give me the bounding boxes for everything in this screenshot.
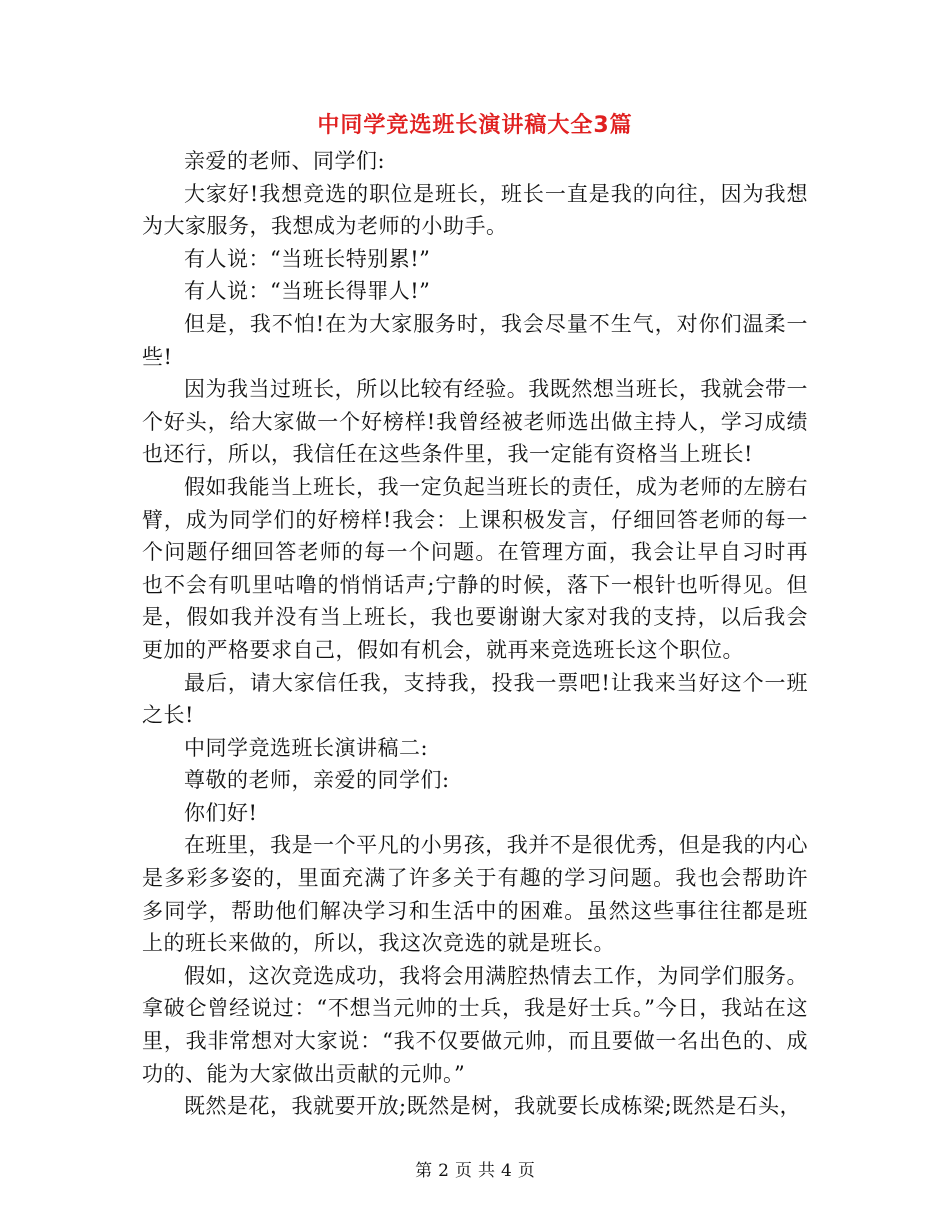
page-footer bbox=[0, 1156, 950, 1181]
paragraph: 在班里，我是一个平凡的小男孩，我并不是很优秀，但是我的内心是多彩多姿的，里面充满了许多关于有趣的学习问题。我也会帮助许多同学，帮助他们解决学习和生活中的困难。虽然这些事往往都是班上的班长来做的，所以，我这次竞选的就是班长。 bbox=[142, 833, 808, 956]
paragraph: 但是，我不怕!在为大家服务时，我会尽量不生气，对你们温柔一些! bbox=[142, 311, 808, 369]
paragraph: 因为我当过班长，所以比较有经验。我既然想当班长，我就会带一个好头，给大家做一个好榜样!我曾经被老师选出做主持人，学习成绩也还行，所以，我信任在这些条件里，我一定能有资格当上班长! bbox=[142, 377, 808, 467]
page-current: 2 bbox=[438, 1161, 449, 1181]
paragraph: 你们好! bbox=[184, 800, 258, 825]
paragraph: 既然是花，我就要开放;既然是树，我就要长成栋梁;既然是石头， bbox=[184, 1094, 802, 1119]
total-label: 共 bbox=[478, 1161, 495, 1181]
paragraph: 大家好!我想竞选的职位是班长，班长一直是我的向往，因为我想为大家服务，我想成为老师的小助手。 bbox=[142, 181, 808, 239]
document-body bbox=[142, 145, 808, 1123]
paragraph: 假如我能当上班长，我一定负起当班长的责任，成为老师的左膀右臂，成为同学们的好榜样!我会：上课积极发言，仔细回答老师的每一个问题仔细回答老师的每一个问题。在管理方面，我会让早自习时再也不会有叽里咕噜的悄悄话声;宁静的时候，落下一根针也听得见。但是，假如我并没有当上班长，我也要谢谢大家对我的支持，以后我会更加的严格要求自己，假如有机会，就再来竞选班长这个职位。 bbox=[142, 474, 808, 662]
paragraph: 最后，请大家信任我，支持我，投我一票吧!让我来当好这个一班之长! bbox=[142, 670, 808, 728]
section-heading: 中同学竞选班长演讲稿二: bbox=[184, 735, 429, 760]
paragraph: 有人说：“当班长得罪人!” bbox=[184, 279, 431, 304]
page-label: 第 bbox=[415, 1161, 433, 1181]
page-unit: 页 bbox=[455, 1161, 472, 1181]
paragraph: 假如，这次竞选成功，我将会用满腔热情去工作，为同学们服务。拿破仑曾经说过：“不想当元帅的士兵，我是好士兵。”今日，我站在这里，我非常想对大家说：“我不仅要做元帅，而且要做一名出色的、成功的、能为大家做出贡献的元帅。” bbox=[142, 963, 808, 1086]
paragraph: 有人说：“当班长特别累!” bbox=[184, 246, 431, 271]
page-total: 4 bbox=[501, 1161, 512, 1181]
paragraph: 尊敬的老师，亲爱的同学们: bbox=[184, 768, 450, 793]
paragraph: 亲爱的老师、同学们: bbox=[184, 149, 386, 173]
document-title: 中同学竞选班长演讲稿大全3篇 bbox=[317, 113, 633, 138]
total-unit: 页 bbox=[517, 1161, 535, 1181]
